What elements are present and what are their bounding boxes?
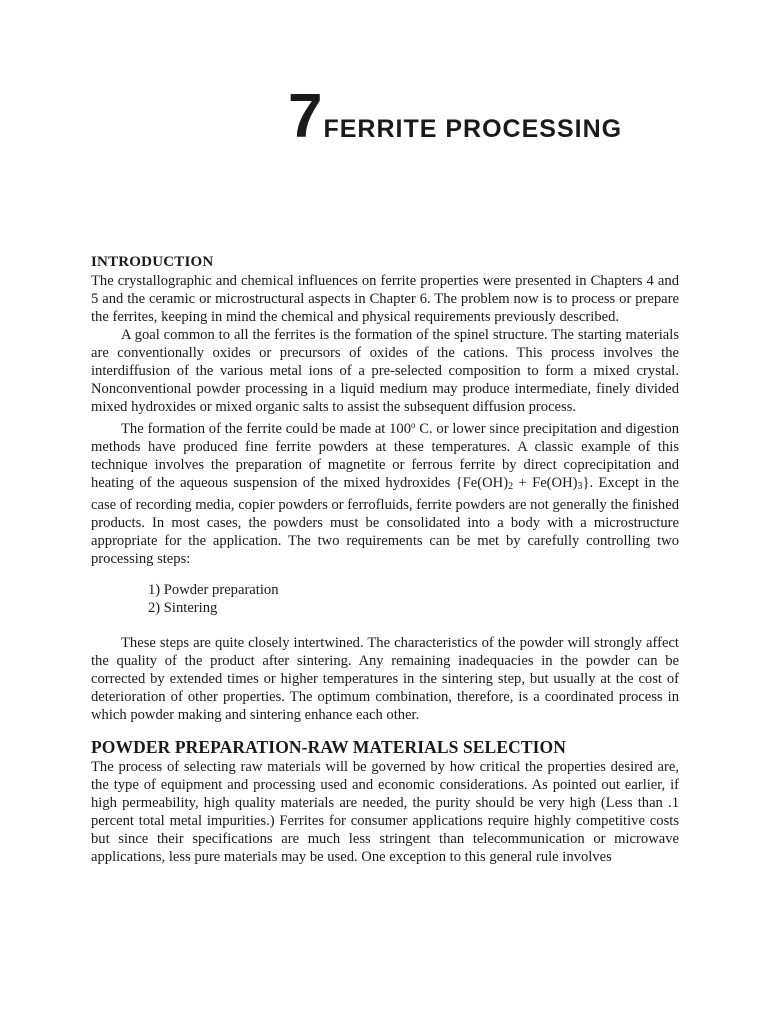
chapter-heading	[288, 82, 623, 151]
paragraph: A goal common to all the ferrites is the formation of the spinel structure. The starting materials are conventionally oxides or precursors of oxides of the cations. This process involves the interdiffusion of the various metal ions of a pre-selected composition to form a mixed crystal. Nonconventional powder processing in a liquid medium may produce intermediate, finely divided mixed hydroxides or mixed organic salts to assist the subsequent diffusion process.	[91, 327, 679, 415]
subscript: 2	[508, 481, 514, 492]
list-item: 2) Sintering	[148, 600, 218, 616]
text-run: C. or lower since precipitation and digestion methods have produced fine ferrite powders at these temperatures. A classic example of this technique involves the preparation of magnetite or ferrous ferrite by direct coprecipitation and heating of the aqueous suspension of the mixed hydroxides {Fe(OH)	[91, 421, 679, 491]
paragraph: These steps are quite closely intertwined. The characteristics of the powder will strongly affect the quality of the product after sintering. Any remaining inadequacies in the powder can be corrected by extended times or higher temperatures in the sintering step, but usually at the cost of deterioration of other properties. The optimum combination, therefore, is a coordinated process in which powder making and sintering enhance each other.	[91, 635, 679, 723]
subscript: 3	[577, 481, 583, 492]
paragraph: The process of selecting raw materials will be governed by how critical the properties desired are, the type of equipment and processing used and economic considerations. As pointed out earlier, if high permeability, high quality materials are needed, the purity should be very high (Less than .1 percent total metal impurities.) Ferrites for consumer applications require highly competitive costs but since their specifications are much less stringent than telecommunication or microwave applications, less pure materials may be used. One exception to this general rule involves	[91, 759, 679, 865]
text-run: + Fe(OH)	[513, 475, 578, 491]
paragraph: The crystallographic and chemical influences on ferrite properties were presented in Chapters 4 and 5 and the ceramic or microstructural aspects in Chapter 6. The problem now is to process or prepare the ferrites, keeping in mind the chemical and physical requirements previously described.	[91, 273, 679, 325]
degree-superscript: o	[411, 420, 416, 430]
body-text	[91, 253, 679, 866]
processing-steps-list	[148, 581, 679, 617]
text-run: The formation of the ferrite could be made at 100	[121, 421, 412, 437]
section-heading-powder-preparation: POWDER PREPARATION-RAW MATERIALS SELECTION	[91, 737, 566, 757]
section-heading-introduction: INTRODUCTION	[91, 254, 214, 270]
list-item: 1) Powder preparation	[148, 582, 279, 598]
chapter-number: 7	[288, 82, 322, 151]
paragraph	[91, 416, 679, 568]
chapter-title: FERRITE PROCESSING	[323, 115, 623, 143]
text-run: }. Except in the case of recording media, copier powders or ferrofluids, ferrite powders are not generally the finished products. In most cases, the powders must be consolidated into a body with a microstructure appropriate for the application. The two requirements can be met by carefully controlling two processing steps:	[91, 475, 679, 567]
